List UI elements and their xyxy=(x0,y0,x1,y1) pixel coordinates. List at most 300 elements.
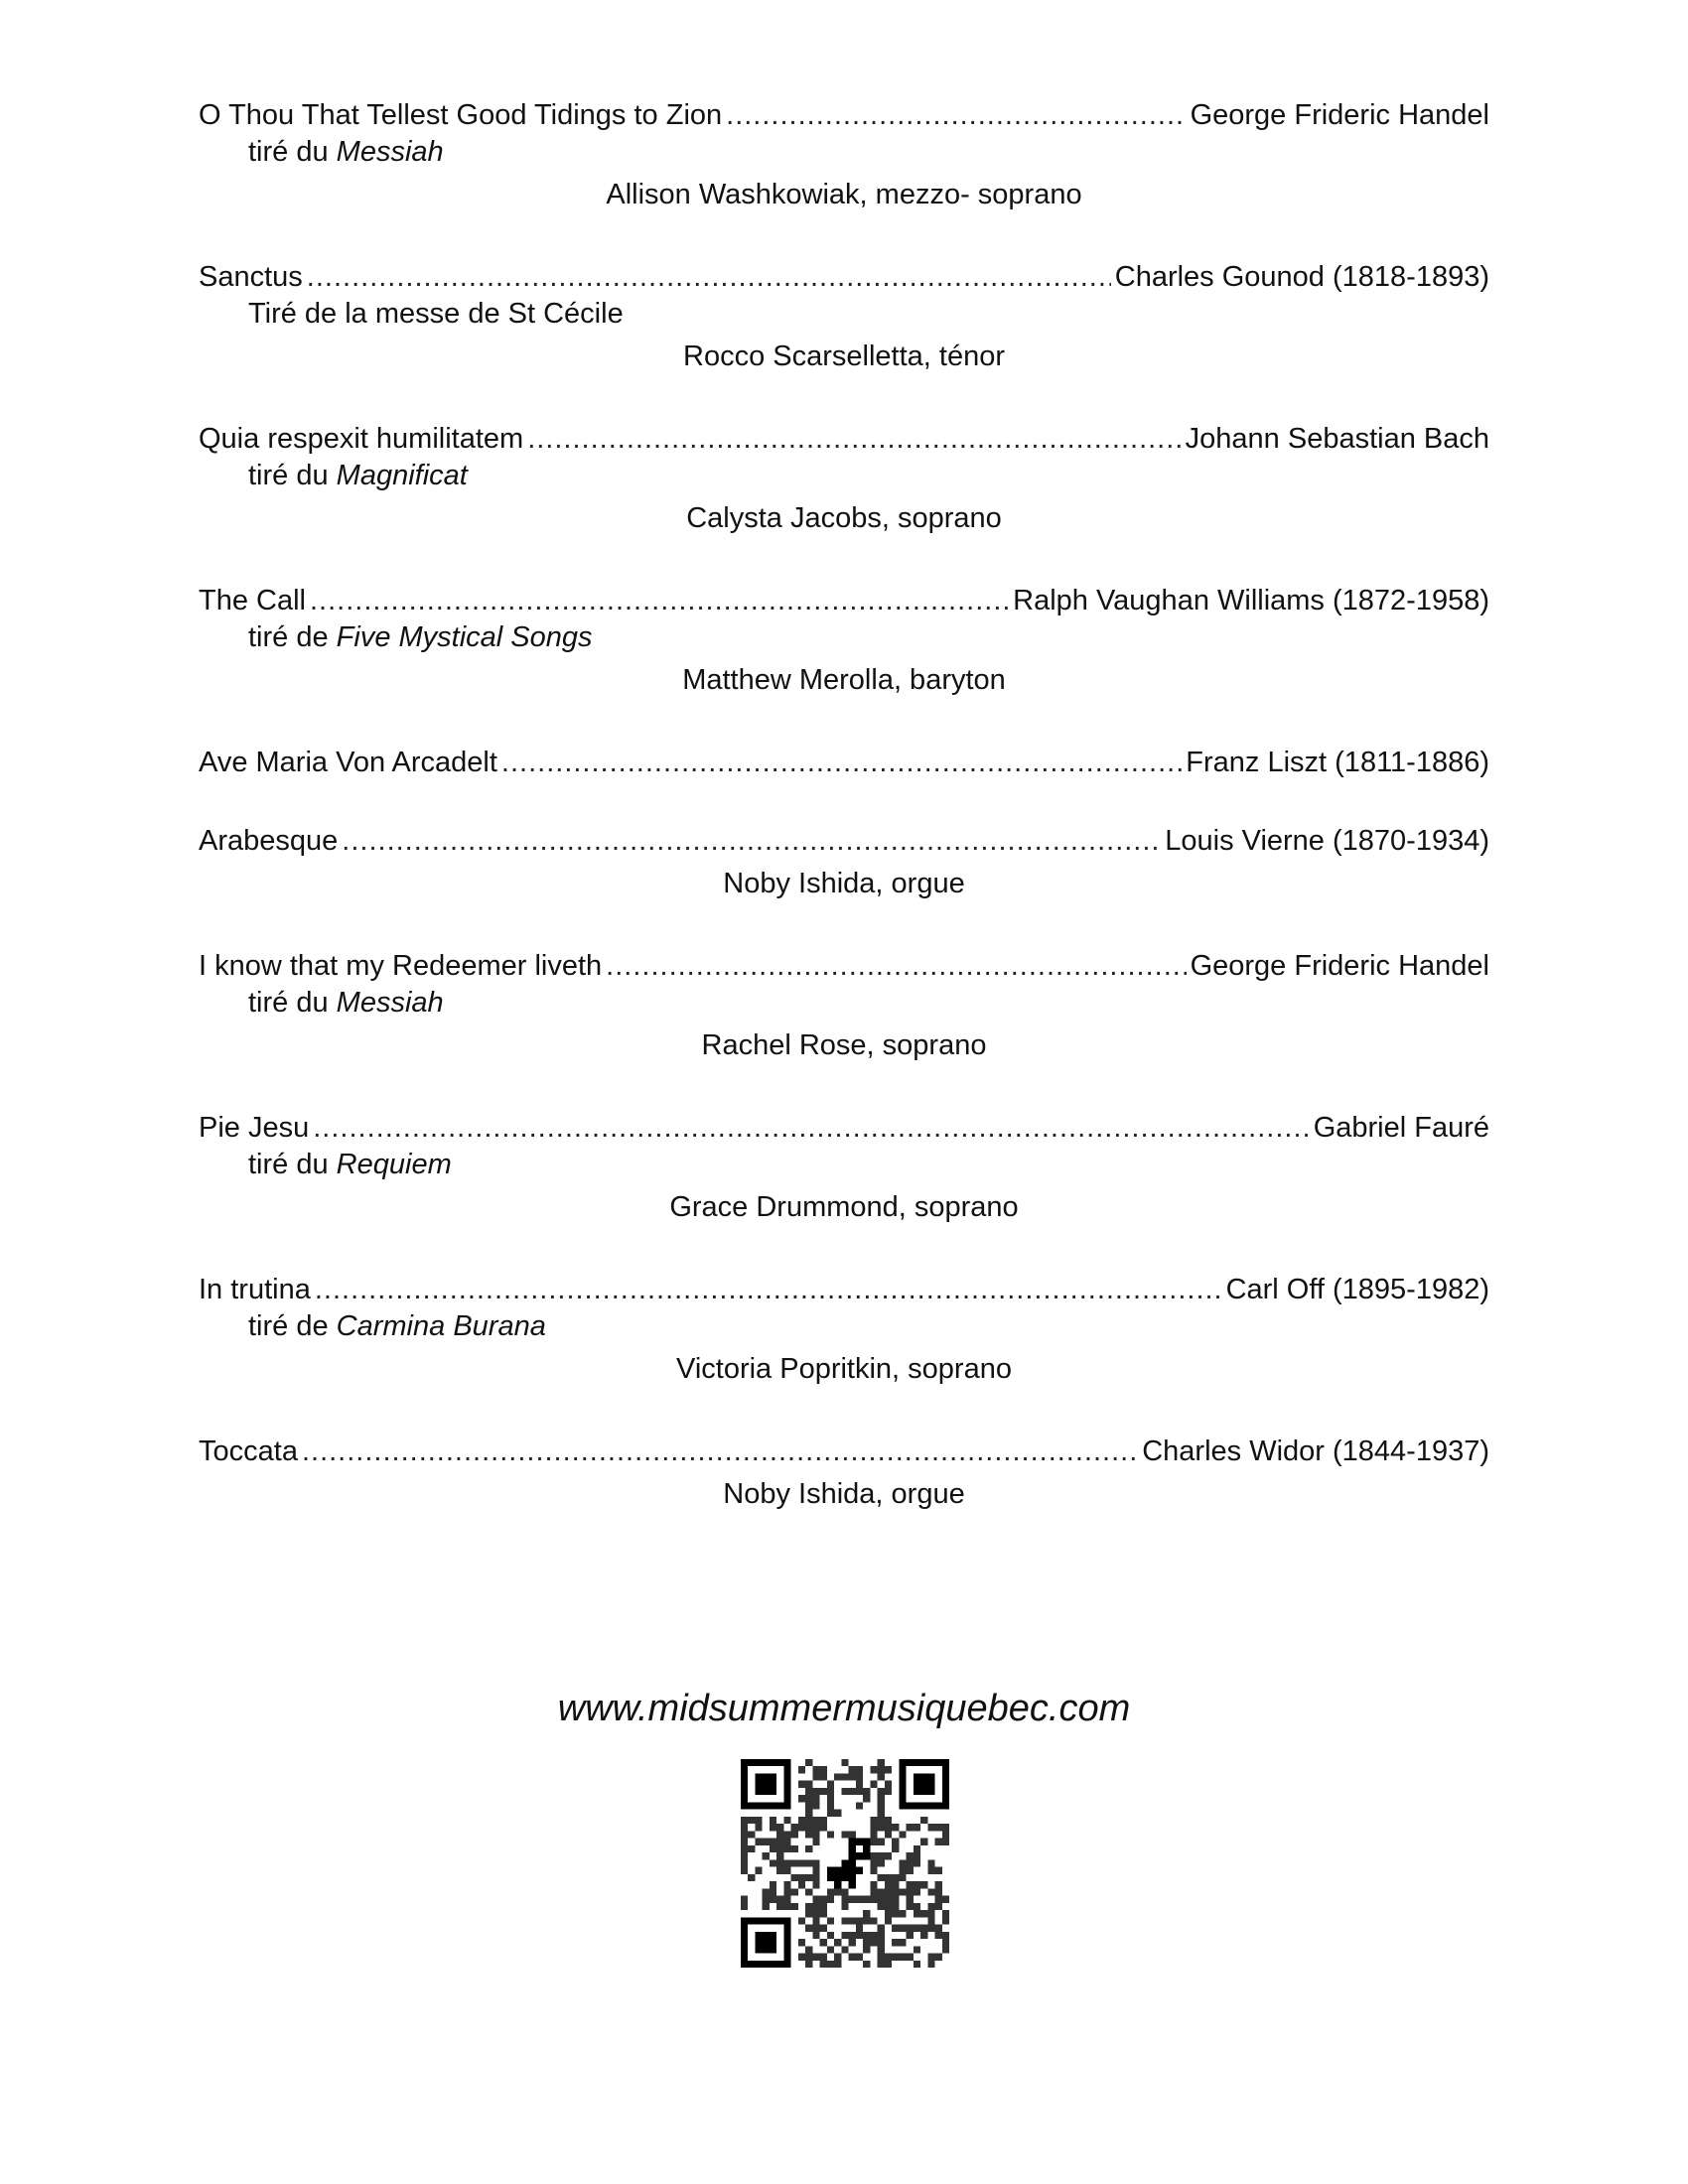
qr-module xyxy=(791,1888,798,1895)
qr-module xyxy=(805,1795,812,1802)
qr-module xyxy=(741,1903,748,1910)
qr-module xyxy=(878,1802,885,1809)
qr-module xyxy=(863,1946,870,1953)
piece-title: The Call xyxy=(199,585,306,616)
qr-module xyxy=(841,1888,848,1895)
qr-module xyxy=(878,1939,885,1946)
qr-module xyxy=(820,1817,827,1824)
piece-title: In trutina xyxy=(199,1274,311,1305)
qr-module xyxy=(791,1831,798,1838)
qr-module xyxy=(914,1946,920,1953)
source-prefix: tiré de xyxy=(248,1310,337,1342)
qr-module xyxy=(841,1831,848,1838)
qr-module xyxy=(841,1759,848,1766)
qr-module xyxy=(849,1896,856,1903)
composer-name: Franz Liszt (1811-1886) xyxy=(1186,747,1489,778)
piece-title: I know that my Redeemer liveth xyxy=(199,950,603,982)
qr-code xyxy=(741,1759,949,1968)
qr-module xyxy=(763,1852,770,1859)
qr-module xyxy=(927,1925,934,1932)
entry-title-line xyxy=(199,1110,1489,1147)
source-prefix: tiré du xyxy=(248,460,337,491)
qr-module xyxy=(892,1874,899,1881)
qr-module xyxy=(878,1795,885,1802)
composer-name: Johann Sebastian Bach xyxy=(1185,423,1489,455)
qr-module xyxy=(776,1896,783,1903)
qr-module xyxy=(812,1859,819,1866)
qr-module xyxy=(827,1917,834,1924)
qr-module xyxy=(783,1903,790,1910)
entry-title-line xyxy=(199,745,1489,781)
qr-module xyxy=(812,1824,819,1831)
composer-name: Ralph Vaughan Williams (1872-1958) xyxy=(1013,585,1489,616)
qr-module xyxy=(755,1839,762,1845)
qr-module xyxy=(812,1788,819,1795)
qr-module xyxy=(935,1839,942,1845)
qr-module xyxy=(783,1845,790,1852)
qr-module xyxy=(776,1867,783,1874)
qr-module xyxy=(885,1961,892,1968)
qr-module xyxy=(805,1910,812,1917)
qr-module xyxy=(885,1852,892,1859)
qr-module xyxy=(770,1881,776,1888)
qr-module xyxy=(878,1773,885,1780)
entry-title-line xyxy=(199,948,1489,985)
qr-module xyxy=(827,1896,834,1903)
qr-module xyxy=(907,1888,914,1895)
dot-leader xyxy=(315,1272,1222,1308)
qr-module xyxy=(812,1795,819,1802)
qr-module xyxy=(820,1824,827,1831)
qr-module xyxy=(812,1766,819,1773)
qr-module xyxy=(798,1917,805,1924)
composer-name: George Frideric Handel xyxy=(1190,99,1489,131)
qr-module xyxy=(841,1773,848,1780)
qr-module xyxy=(812,1896,819,1903)
qr-module xyxy=(885,1910,892,1917)
qr-module xyxy=(827,1781,834,1788)
piece-title: Ave Maria Von Arcadelt xyxy=(199,747,497,778)
qr-module xyxy=(798,1881,805,1888)
qr-module xyxy=(899,1874,906,1881)
source-work-title: Messiah xyxy=(336,987,444,1019)
qr-module xyxy=(805,1961,812,1968)
qr-module xyxy=(892,1845,899,1852)
qr-module xyxy=(870,1839,877,1845)
qr-module xyxy=(770,1845,776,1852)
qr-module xyxy=(927,1888,934,1895)
source-prefix: Tiré de la messe de St Cécile xyxy=(248,298,624,330)
program-entry xyxy=(199,823,1489,902)
qr-module xyxy=(920,1925,927,1932)
qr-module xyxy=(878,1903,885,1910)
qr-module xyxy=(927,1859,934,1866)
qr-module xyxy=(899,1888,906,1895)
qr-module xyxy=(856,1896,863,1903)
qr-module xyxy=(783,1896,790,1903)
qr-module xyxy=(878,1810,885,1817)
qr-module xyxy=(741,1867,748,1874)
qr-module xyxy=(834,1810,841,1817)
qr-module xyxy=(899,1925,906,1932)
qr-module xyxy=(899,1831,906,1838)
qr-module xyxy=(849,1917,856,1924)
qr-module xyxy=(827,1810,834,1817)
program-entry xyxy=(199,583,1489,699)
qr-module xyxy=(798,1781,805,1788)
qr-module xyxy=(885,1954,892,1961)
program-entry xyxy=(199,1272,1489,1388)
qr-module xyxy=(870,1939,877,1946)
piece-title: O Thou That Tellest Good Tidings to Zion xyxy=(199,99,723,131)
qr-module xyxy=(942,1896,949,1903)
qr-module xyxy=(870,1824,877,1831)
qr-module xyxy=(920,1881,927,1888)
dot-leader xyxy=(501,745,1182,781)
qr-module xyxy=(770,1896,776,1903)
qr-module xyxy=(914,1888,920,1895)
qr-module xyxy=(935,1867,942,1874)
qr-module xyxy=(841,1917,848,1924)
qr-module xyxy=(849,1766,856,1773)
qr-module xyxy=(798,1795,805,1802)
composer-name: Charles Gounod (1818-1893) xyxy=(1114,261,1489,293)
qr-module xyxy=(870,1852,877,1859)
qr-module xyxy=(935,1881,942,1888)
qr-module xyxy=(885,1766,892,1773)
performer: Allison Washkowiak, mezzo- soprano xyxy=(606,179,1082,210)
qr-module xyxy=(812,1874,819,1881)
qr-module xyxy=(927,1867,934,1874)
piece-title: Sanctus xyxy=(199,261,303,293)
qr-module xyxy=(927,1961,934,1968)
qr-module xyxy=(927,1910,934,1917)
qr-module xyxy=(870,1781,877,1788)
qr-module xyxy=(863,1788,870,1795)
website-url[interactable]: www.midsummermusiquebec.com xyxy=(557,1688,1131,1729)
qr-module xyxy=(770,1817,776,1824)
qr-module xyxy=(820,1766,827,1773)
qr-module xyxy=(805,1946,812,1953)
qr-module xyxy=(805,1788,812,1795)
qr-module xyxy=(935,1824,942,1831)
qr-module xyxy=(741,1824,748,1831)
program-list xyxy=(199,97,1489,1559)
qr-module xyxy=(885,1781,892,1788)
qr-module xyxy=(942,1839,949,1845)
qr-module xyxy=(863,1896,870,1903)
qr-module xyxy=(827,1795,834,1802)
performer: Noby Ishida, orgue xyxy=(723,1478,965,1510)
qr-module xyxy=(741,1839,748,1845)
qr-module xyxy=(935,1896,942,1903)
qr-module xyxy=(776,1859,783,1866)
qr-module xyxy=(820,1788,827,1795)
performer: Rocco Scarselletta, ténor xyxy=(683,341,1005,372)
qr-module xyxy=(849,1831,856,1838)
source-prefix: tiré du xyxy=(248,1149,337,1180)
qr-module xyxy=(899,1859,906,1866)
qr-module xyxy=(770,1824,776,1831)
qr-module xyxy=(914,1881,920,1888)
qr-module xyxy=(741,1845,748,1852)
piece-title: Toccata xyxy=(199,1435,298,1467)
qr-module xyxy=(755,1867,762,1874)
qr-module xyxy=(942,1910,949,1917)
piece-title: Pie Jesu xyxy=(199,1112,310,1144)
qr-module xyxy=(783,1817,790,1824)
qr-module xyxy=(863,1939,870,1946)
qr-module xyxy=(878,1759,885,1766)
qr-module xyxy=(827,1802,834,1809)
qr-module xyxy=(914,1845,920,1852)
qr-module xyxy=(870,1881,877,1888)
qr-module xyxy=(885,1831,892,1838)
qr-module xyxy=(849,1954,856,1961)
qr-module xyxy=(834,1954,841,1961)
qr-module xyxy=(878,1932,885,1939)
qr-module xyxy=(805,1781,812,1788)
qr-module xyxy=(834,1773,841,1780)
qr-module xyxy=(841,1896,848,1903)
qr-module xyxy=(849,1788,856,1795)
qr-module xyxy=(907,1824,914,1831)
qr-module xyxy=(927,1824,934,1831)
qr-module xyxy=(763,1903,770,1910)
qr-module xyxy=(863,1932,870,1939)
qr-module xyxy=(763,1839,770,1845)
qr-module xyxy=(892,1910,899,1917)
qr-module xyxy=(892,1939,899,1946)
qr-module xyxy=(827,1831,834,1838)
qr-module xyxy=(827,1961,834,1968)
qr-module xyxy=(885,1817,892,1824)
qr-module xyxy=(748,1831,755,1838)
qr-module xyxy=(812,1903,819,1910)
qr-module xyxy=(820,1939,827,1946)
qr-module xyxy=(805,1831,812,1838)
source-work-title: Messiah xyxy=(336,136,444,168)
qr-module xyxy=(914,1925,920,1932)
qr-module xyxy=(878,1859,885,1866)
qr-module xyxy=(878,1961,885,1968)
source-work xyxy=(199,985,1489,1022)
qr-module xyxy=(805,1888,812,1895)
qr-module xyxy=(841,1903,848,1910)
qr-module xyxy=(878,1766,885,1773)
qr-module xyxy=(942,1831,949,1838)
qr-module xyxy=(878,1946,885,1953)
qr-module xyxy=(798,1824,805,1831)
qr-module xyxy=(748,1845,755,1852)
qr-module xyxy=(776,1831,783,1838)
qr-module xyxy=(812,1925,819,1932)
program-entry xyxy=(199,745,1489,781)
qr-module xyxy=(770,1839,776,1845)
qr-module xyxy=(849,1932,856,1939)
performer: Calysta Jacobs, soprano xyxy=(686,502,1002,534)
qr-module xyxy=(885,1881,892,1888)
qr-module xyxy=(885,1917,892,1924)
qr-module xyxy=(776,1903,783,1910)
qr-module xyxy=(776,1845,783,1852)
qr-module xyxy=(812,1773,819,1780)
qr-module xyxy=(741,1896,748,1903)
qr-module xyxy=(776,1839,783,1845)
program-entry xyxy=(199,948,1489,1064)
qr-module xyxy=(820,1961,827,1968)
qr-module xyxy=(927,1917,934,1924)
qr-module xyxy=(812,1881,819,1888)
dot-leader xyxy=(726,97,1186,134)
qr-module xyxy=(892,1881,899,1888)
qr-module xyxy=(783,1859,790,1866)
qr-module xyxy=(907,1867,914,1874)
qr-module xyxy=(907,1859,914,1866)
qr-module xyxy=(870,1859,877,1866)
qr-module xyxy=(798,1954,805,1961)
source-work-title: Five Mystical Songs xyxy=(336,621,593,653)
entry-title-line xyxy=(199,1433,1489,1470)
qr-module xyxy=(878,1839,885,1845)
qr-module xyxy=(827,1788,834,1795)
qr-module xyxy=(863,1917,870,1924)
qr-module xyxy=(870,1917,877,1924)
qr-module xyxy=(827,1888,834,1895)
qr-module xyxy=(805,1845,812,1852)
qr-module xyxy=(820,1910,827,1917)
dot-leader xyxy=(307,259,1111,296)
qr-module xyxy=(791,1859,798,1866)
performer: Victoria Popritkin, soprano xyxy=(676,1353,1012,1385)
qr-module xyxy=(870,1831,877,1838)
qr-module xyxy=(899,1867,906,1874)
qr-module xyxy=(942,1824,949,1831)
qr-module xyxy=(914,1852,920,1859)
qr-module xyxy=(805,1824,812,1831)
qr-module xyxy=(863,1795,870,1802)
qr-module xyxy=(885,1896,892,1903)
qr-module xyxy=(914,1824,920,1831)
qr-module xyxy=(878,1874,885,1881)
qr-module xyxy=(763,1888,770,1895)
qr-module xyxy=(927,1903,934,1910)
source-prefix: tiré du xyxy=(248,987,337,1019)
qr-module xyxy=(856,1802,863,1809)
qr-module xyxy=(892,1896,899,1903)
qr-module xyxy=(920,1817,927,1824)
qr-module xyxy=(820,1925,827,1932)
dot-leader xyxy=(342,823,1161,860)
qr-module xyxy=(914,1903,920,1910)
qr-module xyxy=(863,1910,870,1917)
qr-module xyxy=(770,1888,776,1895)
qr-module xyxy=(812,1839,819,1845)
entry-title-line xyxy=(199,97,1489,134)
source-work xyxy=(199,458,1489,494)
qr-module xyxy=(834,1939,841,1946)
dot-leader xyxy=(310,583,1009,619)
qr-module xyxy=(892,1839,899,1845)
qr-module xyxy=(820,1954,827,1961)
qr-module xyxy=(755,1817,762,1824)
qr-module xyxy=(827,1932,834,1939)
qr-module xyxy=(798,1766,805,1773)
qr-module xyxy=(920,1910,927,1917)
qr-module xyxy=(805,1817,812,1824)
qr-module xyxy=(805,1874,812,1881)
qr-module xyxy=(935,1954,942,1961)
qr-module xyxy=(748,1874,755,1881)
qr-module xyxy=(935,1903,942,1910)
source-work xyxy=(199,134,1489,171)
qr-module xyxy=(878,1925,885,1932)
qr-module xyxy=(791,1845,798,1852)
qr-module xyxy=(920,1839,927,1845)
qr-module xyxy=(856,1954,863,1961)
entry-title-line xyxy=(199,259,1489,296)
qr-module xyxy=(927,1954,934,1961)
qr-module xyxy=(770,1859,776,1866)
qr-module xyxy=(914,1961,920,1968)
qr-module xyxy=(870,1932,877,1939)
qr-module xyxy=(892,1888,899,1895)
qr-module xyxy=(856,1917,863,1924)
qr-module xyxy=(812,1802,819,1809)
qr-module xyxy=(741,1852,748,1859)
qr-module xyxy=(885,1903,892,1910)
qr-module xyxy=(878,1824,885,1831)
qr-module xyxy=(907,1903,914,1910)
qr-module xyxy=(856,1932,863,1939)
dot-leader xyxy=(313,1110,1309,1147)
entry-title-line xyxy=(199,823,1489,860)
qr-module xyxy=(935,1888,942,1895)
qr-module xyxy=(907,1896,914,1903)
qr-module xyxy=(878,1817,885,1824)
qr-module xyxy=(805,1802,812,1809)
qr-module xyxy=(878,1888,885,1895)
performer: Noby Ishida, orgue xyxy=(723,868,965,899)
performer: Grace Drummond, soprano xyxy=(669,1191,1019,1223)
qr-module xyxy=(935,1925,942,1932)
qr-module xyxy=(841,1946,848,1953)
qr-module xyxy=(899,1910,906,1917)
entry-title-line xyxy=(199,583,1489,619)
qr-module xyxy=(791,1874,798,1881)
qr-module xyxy=(899,1939,906,1946)
composer-name: George Frideric Handel xyxy=(1190,950,1489,982)
qr-module xyxy=(791,1903,798,1910)
composer-name: Gabriel Fauré xyxy=(1313,1112,1489,1144)
qr-module xyxy=(892,1925,899,1932)
qr-module xyxy=(942,1939,949,1946)
qr-module xyxy=(856,1788,863,1795)
qr-module xyxy=(849,1773,856,1780)
qr-module xyxy=(834,1961,841,1968)
entry-title-line xyxy=(199,1272,1489,1308)
qr-module xyxy=(942,1917,949,1924)
qr-module xyxy=(907,1954,914,1961)
qr-module xyxy=(870,1867,877,1874)
qr-module xyxy=(885,1888,892,1895)
qr-module xyxy=(783,1867,790,1874)
qr-module xyxy=(878,1896,885,1903)
dot-leader xyxy=(606,948,1186,985)
qr-module xyxy=(885,1824,892,1831)
composer-name: Carl Off (1895-1982) xyxy=(1225,1274,1489,1305)
qr-module xyxy=(820,1903,827,1910)
